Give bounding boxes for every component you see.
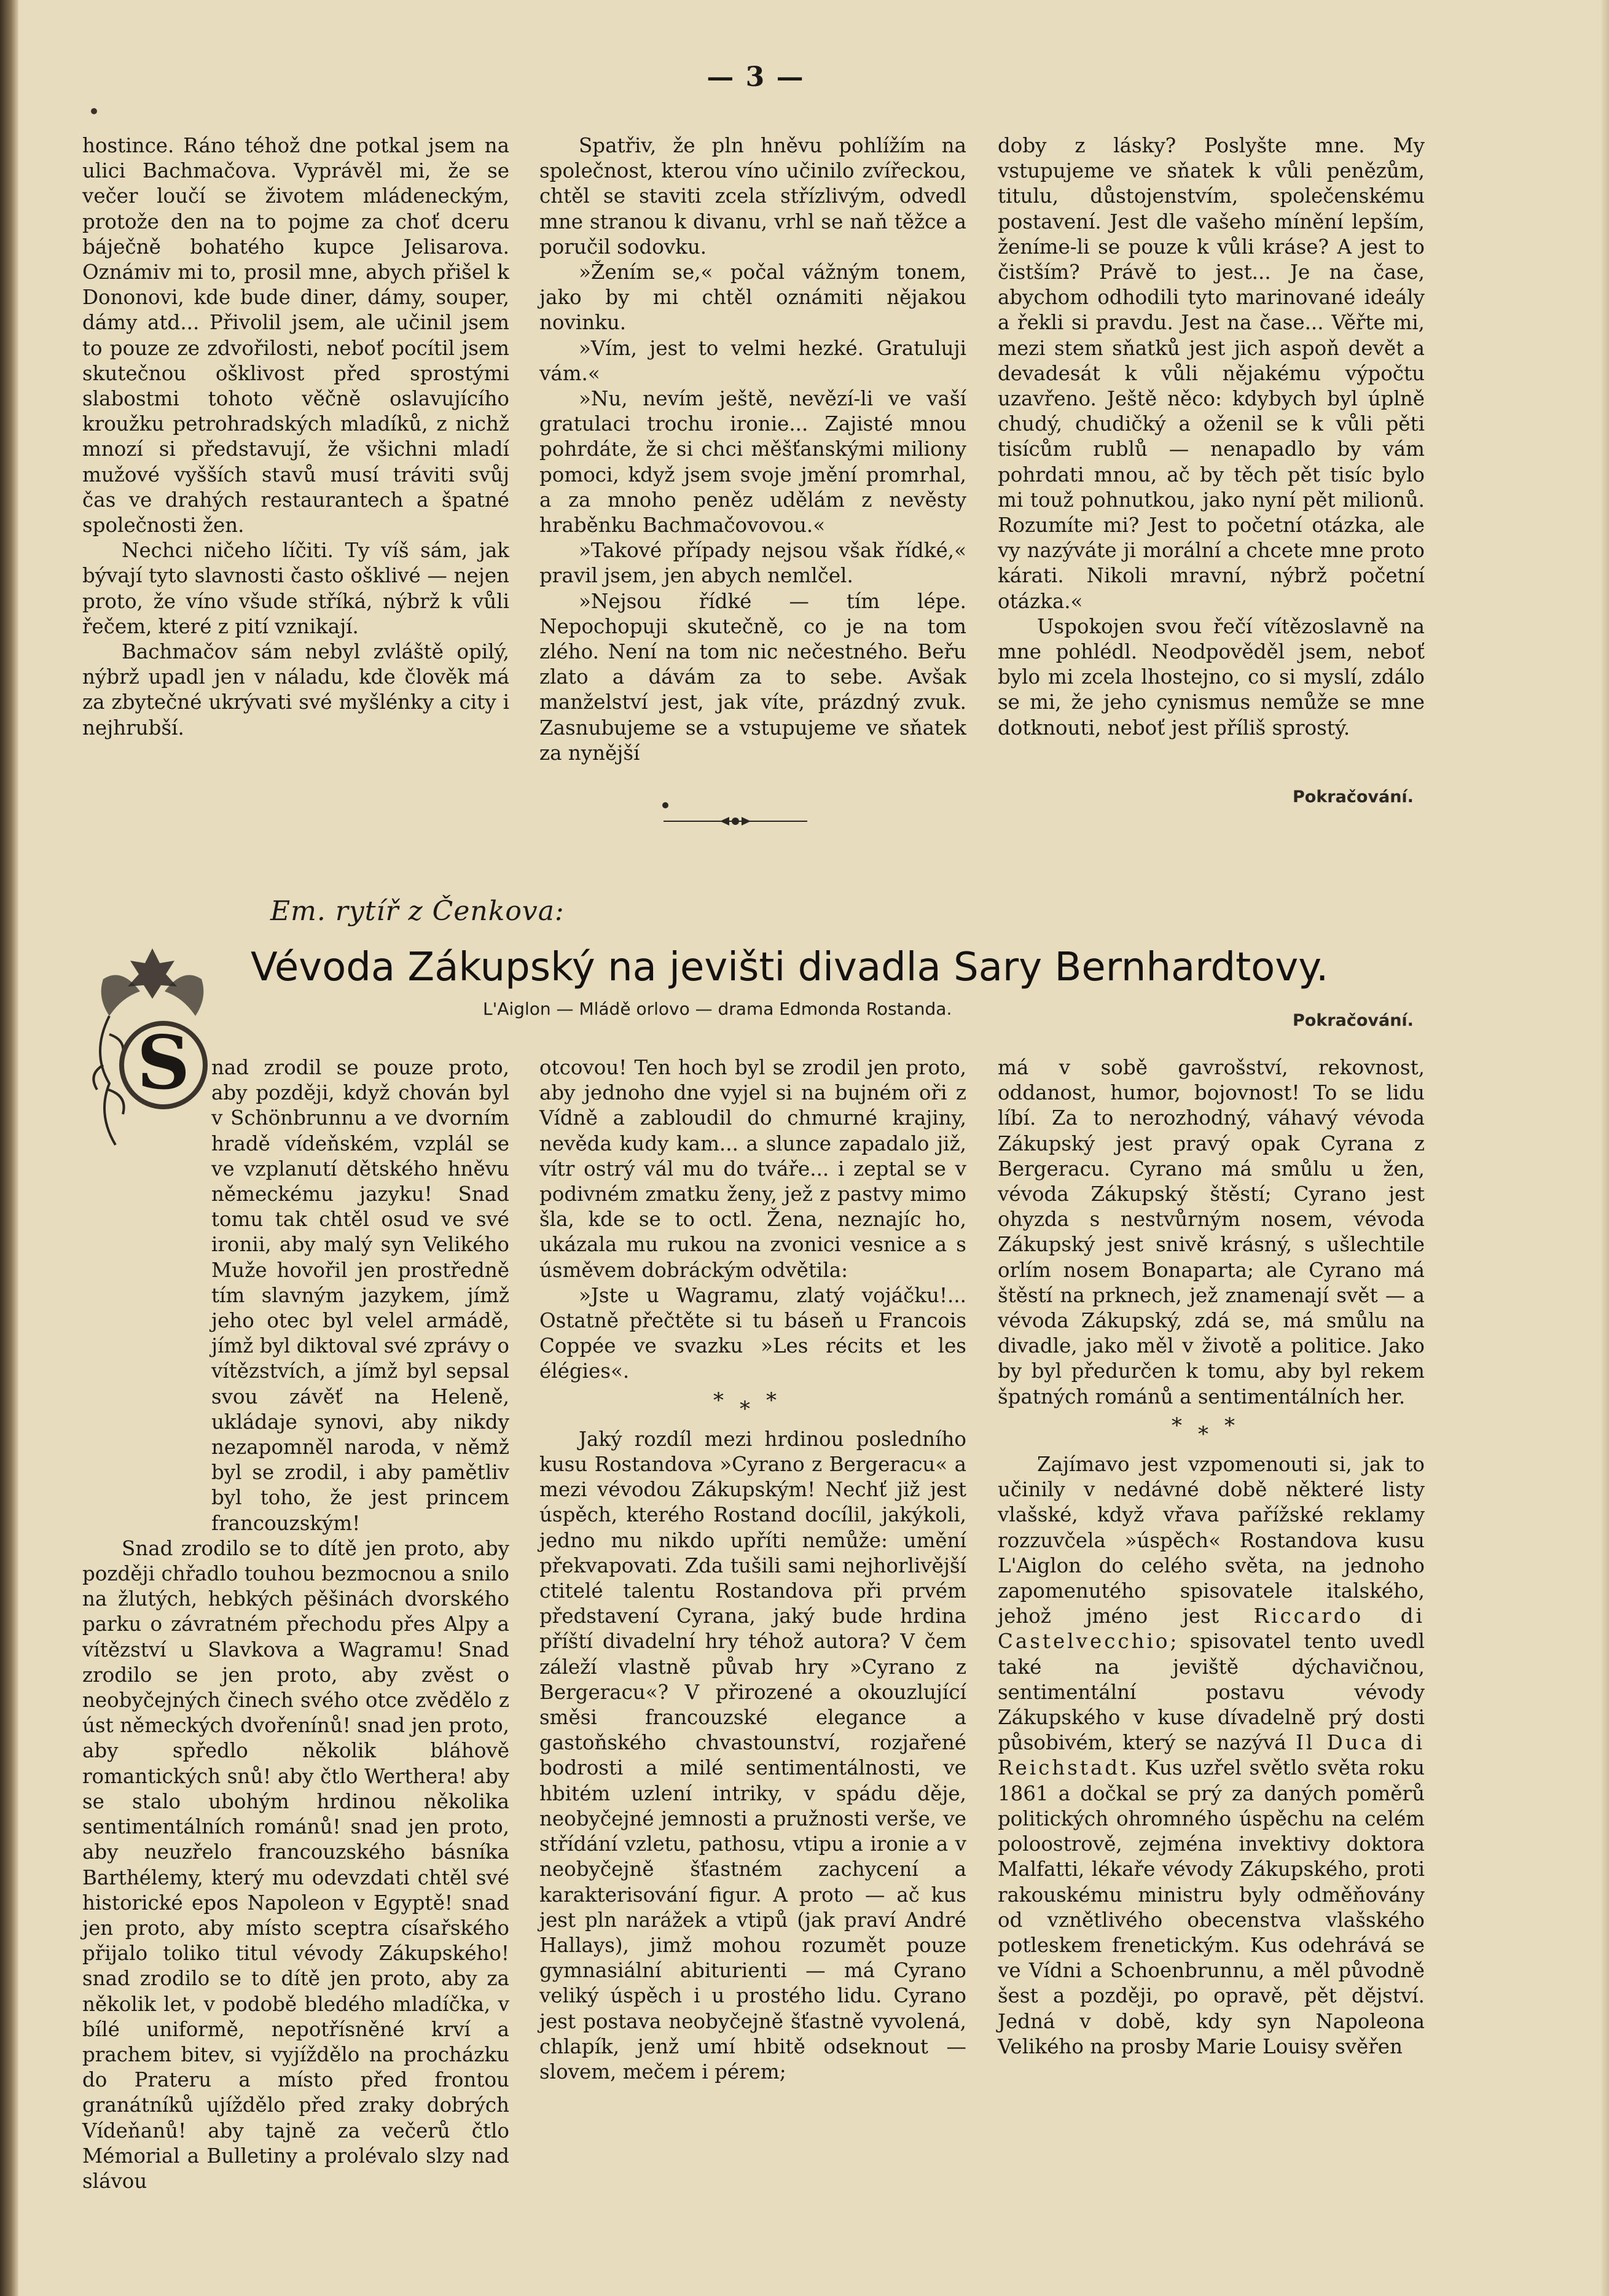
story-continued-note: Pokračování. — [1293, 787, 1414, 806]
story-paragraph: Spatřiv, že pln hněvu pohlížím na společnost, kterou víno učinilo zvířeckou, chtěl se staviti zcela střízlivým, odvedl mne stranou k divanu, vrhl se naň těžce a poručil sodovku. — [539, 134, 966, 259]
article-paragraph: Jaký rozdíl mezi hrdinou posledního kusu Rostandova »Cyrano z Bergeracu« a mezi vévodou Zákupským! Nechť již jest úspěch, kterého Rostand docílil, jakýkoli, jedno mu nikdo upříti nemůže: umění překvapovati. Zda tušili sami nejhorlivější ctitelé talentu Rostandova při prvém představení Cyrana, jaký bude hrdina příští divadelní hry téhož autora? V čem záleží vlastně půvab hry »Cyrano z Bergeracu«? V přirozené a okouzlující směsi francouzské elegance a gastoňského chvastounství, rozjařené bodrosti a milé sentimentálnosti, ve hbitém uzlení intriky, v spádu děje, neobyčejné jemnosti a pružnosti verše, ve střídání vzletu, pathosu, vtipu a ironie a v neobyčejně šťastném zachycení a karakterisování figur. A proto — ač kus jest pln narážek a vtipů (jak praví André Hallays), jimž mohou rozumět pouze gymnasiální abiturienti — má Cyrano veliký úspěch i u prostého lidu. Cyrano jest postava neobyčejně šťastně vyvolená, chlapík, jenž umí hbitě odseknout — slovem, mečem i pérem; — [539, 1427, 966, 2083]
story-paragraph: hostince. Ráno téhož dne potkal jsem na ulici Bachmačova. Vyprávěl mi, že se večer loučí se životem mládeneckým, protože den na to pojme za choť dceru báječně bohatého kupce Jelisarova. Oznámiv mi to, prosil mne, abych přišel k Dononovi, kde bude diner, dámy, souper, dámy atd... Přivolil jsem, ale učinil jsem to pouze ze zdvořilosti, neboť pocítil jsem skutečnou ošklivost před sprostými slabostmi tohoto věčně oslavujícího kroužku petrohradských mladíků, z nichž mnozí si představují, že všichni mladí mužové vyšších stavů musí tráviti svůj čas ve drahých restaurantech a špatné společnosti žen. — [82, 134, 509, 537]
story-column-1 — [82, 133, 509, 741]
article-paragraph: »Jste u Wagramu, zlatý vojáčku!... Ostatně přečtěte si tu báseň u Francois Coppée ve svazku »Les récits et les élégies«. — [539, 1283, 966, 1383]
page-edge — [1600, 0, 1609, 2296]
article-byline: Em. rytíř z Čenkova: — [270, 896, 565, 927]
separator-dot — [662, 802, 668, 808]
story-paragraph: »Vím, jest to velmi hezké. Gratuluji vám.« — [539, 336, 966, 385]
ornamental-separator — [659, 812, 812, 830]
section-stars: *** — [1172, 1413, 1251, 1447]
story-column-2 — [539, 133, 966, 766]
page-number: — 3 — — [707, 61, 805, 93]
spaced-author-name: Riccardo di Castelvecchio — [998, 1604, 1425, 1654]
story-paragraph: »Takové případy nejsou však řídké,« pravil jsem, jen abych nemlčel. — [539, 539, 966, 588]
article-paragraph: má v sobě gavrošství, rekovnost, oddanost, humor, bojovnost! To se lidu líbí. Za to nerozhodný, váhavý vévoda Zákupský jest pravý opak Cyrana z Bergeracu. Cyrano má smůlu u žen, vévoda Zákupský štěstí; Cyrano jest ohyzda s nestvůrným nosem, vévoda Zákupský jest snivě krásný, s ušlechtile orlím nosem Bonaparta; ale Cyrano má štěstí na prknech, jež znamenají svět — a vévoda Zákupský, zdá se, má smůlu na divadle, jako měl v životě a politice. Jako by byl předurčen k tomu, aby byl rekem špatných románů a sentimentálních her. — [998, 1056, 1425, 1408]
article-paragraph: otcovou! Ten hoch byl se zrodil jen proto, aby jednoho dne vyjel si na bujném oři z Vídně a zabloudil do chmurné krajiny, nevěda kudy kam... a slunce zapadalo již, vítr ostrý vál mu do tváře... i zeptal se v podivném zmatku ženy, jež z pastvy mimo šla, kde se to octl. Žena, neznajíc ho, ukázala mu rukou na zvonici vesnice a s úsměvem dobráckým odvětila: — [539, 1056, 966, 1282]
article-column-1 — [82, 1055, 509, 2194]
article-continued-note: Pokračování. — [1293, 1011, 1414, 1030]
story-paragraph: Uspokojen svou řečí vítězoslavně na mne pohlédl. Neodpověděl jsem, neboť bylo mi zcela lhostejno, co si myslí, zdálo se mi, že jeho cynismus nemůže se mne dotknouti, neboť jest příliš sprostý. — [998, 614, 1425, 740]
story-paragraph: Bachmačov sám nebyl zvláště opilý, nýbrž upadl jen v náladu, kde člověk má za zbytečné ukrývati své myšlénky a city i nejhrubší. — [82, 640, 509, 740]
article-paragraph: Zajímavo jest vzpomenouti si, jak to učinily v nedávné době některé listy vlašské, když vřava pařížské reklamy rozzuvčela »úspěch« Rostandova kusu L'Aiglon do celého světa, na jednoho zapomenutého spisovatele italského, jehož jméno jest Riccardo di Castelvecchio; spisovatel tento uvedl také na jeviště dýchavičnou, sentimentální postavu vévody Zákupského v kuse dívadelně prý dosti působivém, který se nazývá Il Duca di Reichstadt. Kus uzřel světlo světa roku 1861 a dočkal se prý za daných poměrů politických ohromného úspěchu na celém poloostrově, zejména invektivy doktora Malfatti, lékaře vévody Zákupského, proti rakouskému ministru byly odměňovány od vznětlivého obecenstva vlašského potleskem frenetickým. Kus odehrává se ve Vídni a Schoenbrunnu, a měl původně šest a později, po opravě, pět dějství. Jedná v době, kdy syn Napoleona Velikého na prosby Marie Louisy svěřen — [998, 1453, 1425, 2058]
story-paragraph: »Žením se,« počal vážným tonem, jako by mi chtěl oznámiti nějakou novinku. — [539, 260, 966, 335]
article-subtitle: L'Aiglon — Mládě orlovo — drama Edmonda Rostanda. — [483, 999, 952, 1019]
story-paragraph: Nechci ničeho líčiti. Ty víš sám, jak bývají tyto slavnosti často ošklivé — nejen proto, že víno všude stříká, nýbrž k vůli řečem, které z pití vznikají. — [82, 539, 509, 638]
story-column-3 — [998, 133, 1425, 741]
book-binding-shadow — [0, 0, 18, 2296]
article-lead-paragraph: nad zrodil se pouze proto, aby později, když chován byl v Schönbrunnu a ve dvorním hradě vídeňském, vzplál se ve vzplanutí dětského hněvu německému jazyku! Snad tomu tak chtěl osud ve své ironii, aby malý syn Velikého Muže hovořil jen prostředně tím slavným jazykem, jímž jeho otec byl velel armádě, jímž byl diktoval své zprávy o vítězstvích, a jímž byl sepsal svou závěť na Heleně, ukládaje synovi, aby nikdy nezapomněl naroda, v němž byl se zrodil, i aby pamětliv byl toho, že jest princem francouzským! — [211, 1056, 509, 1535]
story-paragraph: »Nejsou řídké — tím lépe. Nepochopuji skutečně, co je na tom zlého. Není na tom nic nečestného. Beřu zlato a dávám za to sebe. Avšak manželství jest, jak víte, prázdný zvuk. Zasnubujeme se a vstupujeme ve sňatek za nynější — [539, 589, 966, 765]
article-title: Vévoda Zákupský na jevišti divadla Sary Bernhardtovy. — [251, 945, 1329, 990]
article-column-3 — [998, 1055, 1425, 2060]
initial-letter: S — [136, 1020, 190, 1106]
ink-spot — [91, 108, 97, 114]
story-paragraph: doby z lásky? Poslyšte mne. My vstupujeme ve sňatek k vůli penězům, titulu, důstojenstvím, společenskému postavení. Jest dle vašeho mínění lepším, ženíme-li se pouze k vůli kráse? A jest to čistším? Právě to jest... Je na čase, abychom odhodili tyto marinované ideály a řekli si pravdu. Jest na čase... Věřte mi, mezi stem sňatků jest jich aspoň devět a devadesát k vůli nějakému výpočtu uzavřeno. Ještě něco: kdybych byl úplně chudý, chudičký a oženil se k vůli pěti tisícům rublů — nenapadlo by vám pohrdati mnou, ač by těch pět tisíc bylo mi touž pohnutkou, jako nyní pět milionů. Rozumíte mi? Jest to početní otázka, ale vy nazýváte ji morální a chcete mne proto kárati. Nikoli mravní, nýbrž početní otázka.« — [998, 134, 1425, 613]
eagle-crown-icon — [101, 948, 204, 1016]
article-paragraph: Snad zrodilo se to dítě jen proto, aby později chřadlo touhou bezmocnou a snilo na žlutých, hebkých pěšinách dvorského parku o závratném přechodu přes Alpy a vítězství u Slavkova a Wagramu! Snad zrodilo se jen proto, aby zvěst o neobyčejných činech svého otce zvědělo z úst německých dvořenínů! snad jen proto, aby spředlo několik bláhově romantických snů! aby čtlo Werthera! aby se stalo ubohým hrdinou několika sentimentálních románů! snad jen proto, aby neuzřelo francouzského básníka Barthélemy, který mu odevzdati chtěl své historické epos Napoleon v Egyptě! snad jen proto, aby místo sceptra císařského přijalo toliko titul vévody Zákupského! snad zrodilo se to dítě jen proto, aby za několik let, v podobě bledého mladíčka, v bílé uniformě, nepotřísněné krví a prachem bitev, si vyjíždělo na procházku do Prateru a místo před frontou granátníků ujíždělo před zraky dobrých Vídeňanů! aby tajně za večerů čtlo Mémorial a Bulletiny a prolévalo slzy nad slávou — [82, 1536, 509, 2193]
article-column-2 — [539, 1055, 966, 2085]
section-stars: *** — [713, 1388, 793, 1421]
spaced-play-title: Il Duca di Reichstadt — [998, 1731, 1425, 1780]
story-paragraph: »Nu, nevím ještě, nevězí-li ve vaší gratulaci trochu ironie... Zajisté mnou pohrdáte, že si chci měšťanskými miliony pomoci, když jsem svoje jmění promrhal, a za mnoho peněz udělám z nevěsty hraběnku Bachmačovovou.« — [539, 387, 966, 537]
